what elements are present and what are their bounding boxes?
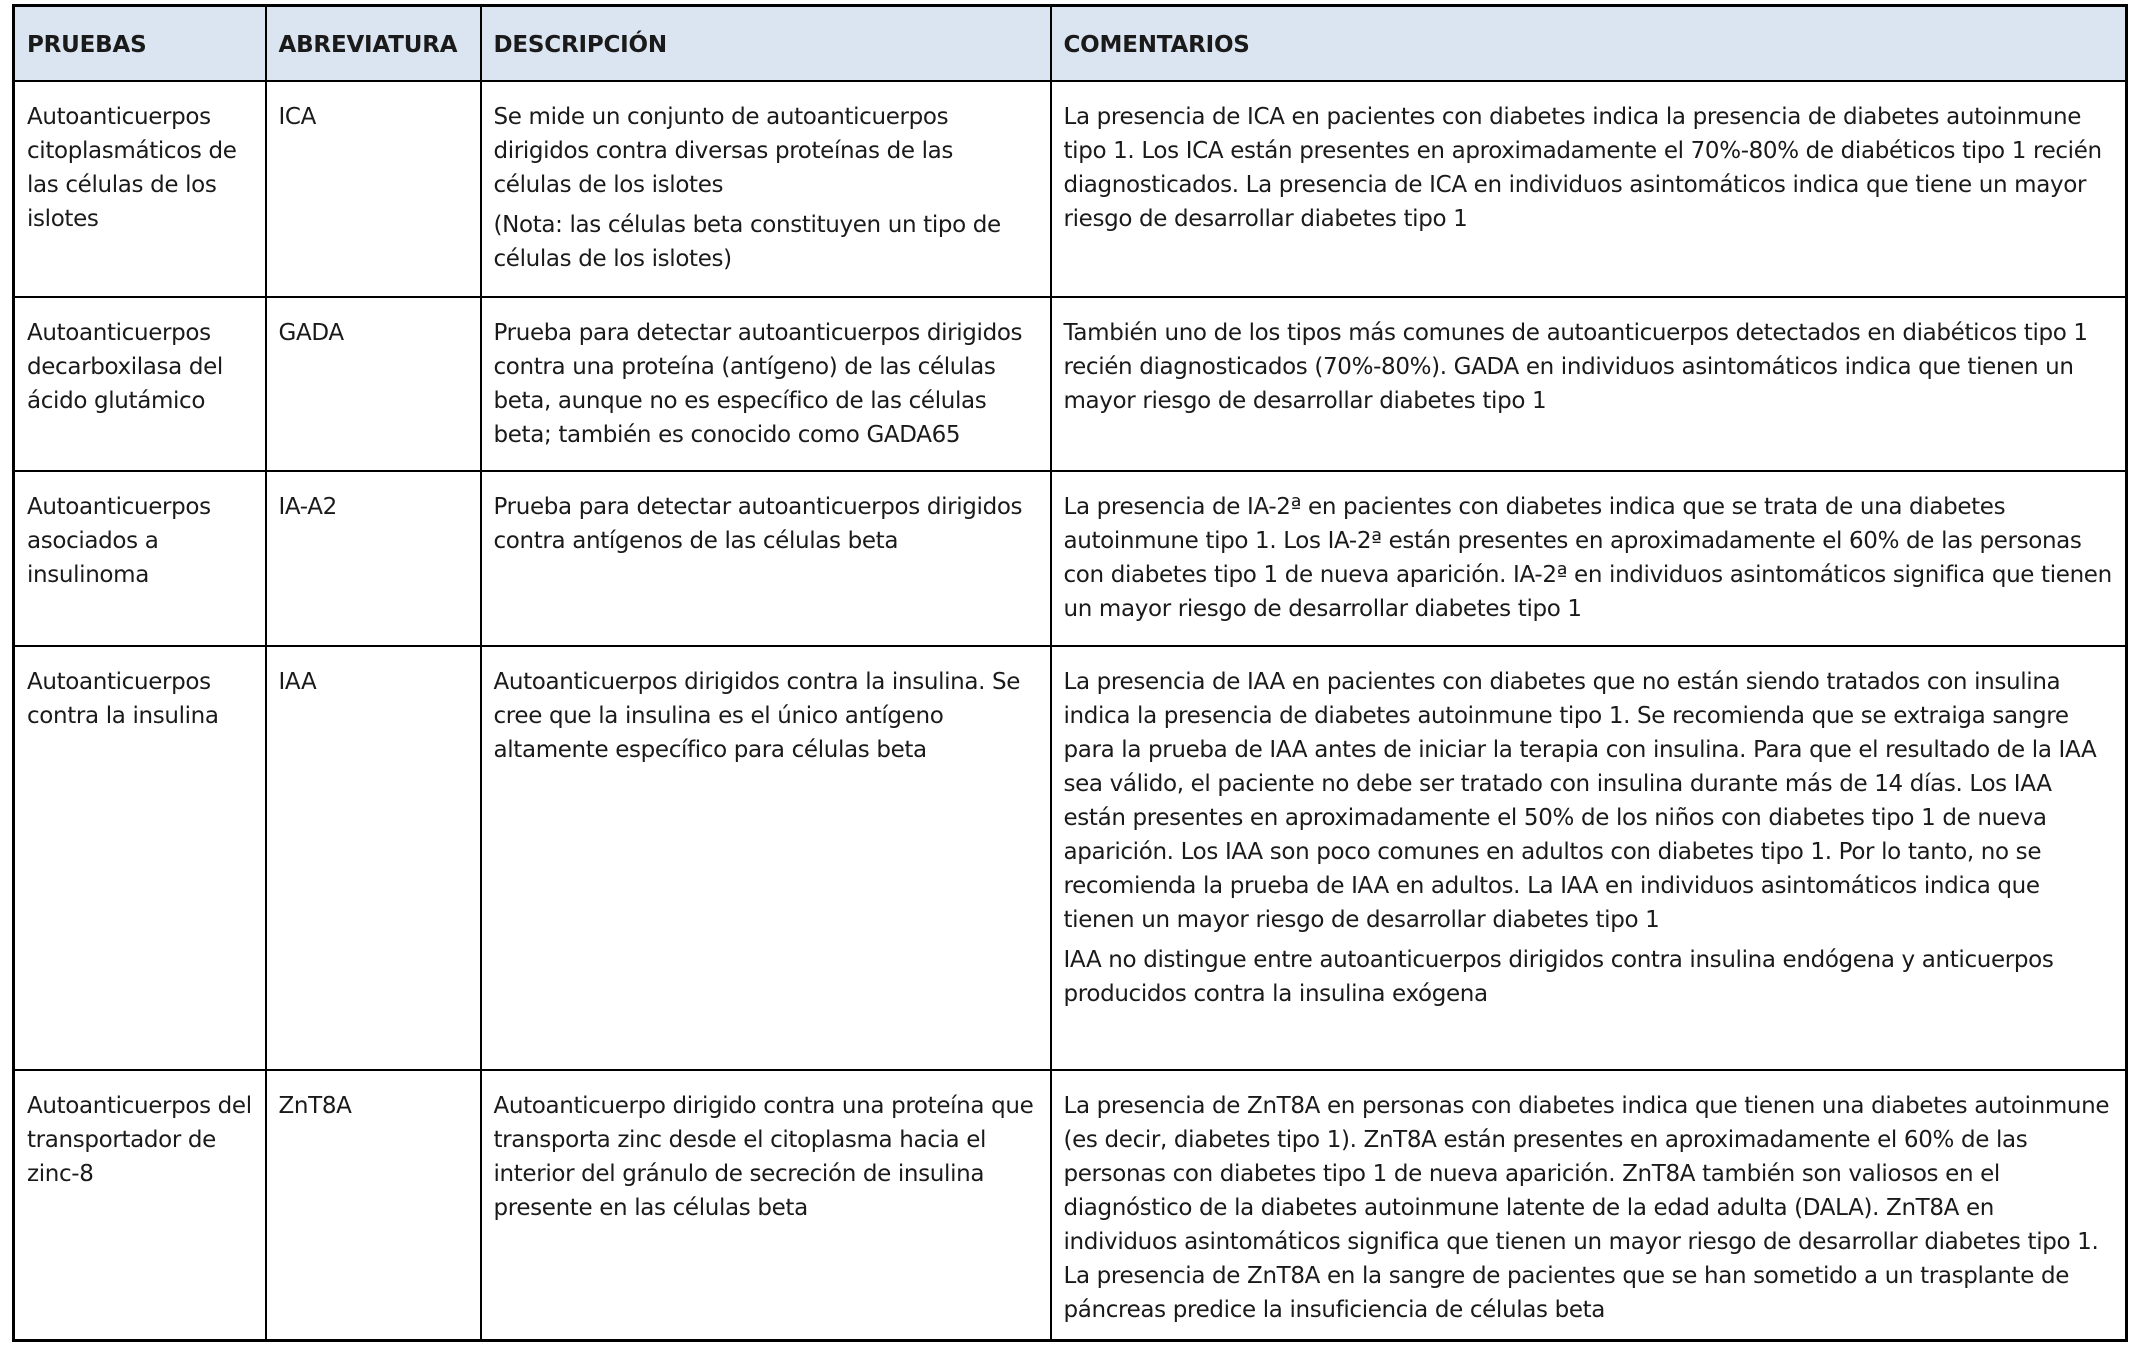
table-row xyxy=(14,81,2127,297)
description-cell xyxy=(481,297,1051,471)
comments-cell xyxy=(1051,81,2127,297)
description-paragraph: Prueba para detectar autoanticuerpos dirigidos contra una proteína (antígeno) de las células beta, aunque no es específico de las células beta; también es conocido como GADA65 xyxy=(493,319,1023,448)
description-paragraph: Autoanticuerpos dirigidos contra la insulina. Se cree que la insulina es el único antígeno altamente específico para células beta xyxy=(493,668,1021,763)
abbreviation-cell: IA-A2 xyxy=(266,471,481,646)
abbreviation-cell: ICA xyxy=(266,81,481,297)
comments-paragraph: La presencia de IA-2ª en pacientes con diabetes indica que se trata de una diabetes autoinmune tipo 1. Los IA-2ª están presentes en aproximadamente el 60% de las personas con diabetes tipo 1 de nueva aparición. IA-2ª en individuos asintomáticos significa que tienen un mayor riesgo de desarrollar diabetes tipo 1 xyxy=(1063,493,2112,622)
description-paragraph: Autoanticuerpo dirigido contra una proteína que transporta zinc desde el citoplasma hacia el interior del gránulo de secreción de insulina presente en las células beta xyxy=(493,1092,1034,1221)
table-row xyxy=(14,471,2127,646)
test-name-cell: Autoanticuerpos contra la insulina xyxy=(14,646,266,1070)
description-cell xyxy=(481,646,1051,1070)
header-description: DESCRIPCIÓN xyxy=(481,6,1051,81)
comments-cell xyxy=(1051,297,2127,471)
abbreviation-cell: GADA xyxy=(266,297,481,471)
table-header-row xyxy=(14,6,2127,81)
autoantibody-tests-table-container xyxy=(12,4,2125,1342)
header-tests: PRUEBAS xyxy=(14,6,266,81)
test-name-cell: Autoanticuerpos asociados a insulinoma xyxy=(14,471,266,646)
comments-cell xyxy=(1051,471,2127,646)
comments-paragraph: La presencia de ICA en pacientes con diabetes indica la presencia de diabetes autoinmune tipo 1. Los ICA están presentes en aproximadamente el 70%-80% de diabéticos tipo 1 recién diagnosticados. La presencia de ICA en individuos asintomáticos indica que tiene un mayor riesgo de desarrollar diabetes tipo 1 xyxy=(1063,103,2102,232)
test-name-cell: Autoanticuerpos decarboxilasa del ácido glutámico xyxy=(14,297,266,471)
description-cell xyxy=(481,81,1051,297)
description-cell xyxy=(481,471,1051,646)
table-row xyxy=(14,646,2127,1070)
abbreviation-cell: IAA xyxy=(266,646,481,1070)
comments-cell xyxy=(1051,1070,2127,1341)
header-comments: COMENTARIOS xyxy=(1051,6,2127,81)
comments-paragraph: También uno de los tipos más comunes de autoanticuerpos detectados en diabéticos tipo 1 recién diagnosticados (70%-80%). GADA en individuos asintomáticos indica que tienen un mayor riesgo de desarrollar diabetes tipo 1 xyxy=(1063,319,2088,414)
description-note: (Nota: las células beta constituyen un tipo de células de los islotes) xyxy=(493,211,1001,272)
description-paragraph: Prueba para detectar autoanticuerpos dirigidos contra antígenos de las células beta xyxy=(493,493,1023,554)
comments-paragraph: La presencia de ZnT8A en personas con diabetes indica que tienen una diabetes autoinmune (es decir, diabetes tipo 1). ZnT8A están presentes en aproximadamente el 60% de las personas con diabetes tipo 1 de nueva aparición. ZnT8A también son valiosos en el diagnóstico de la diabetes autoinmune latente de la edad adulta (DALA). ZnT8A en individuos asintomáticos significa que tienen un mayor riesgo de desarrollar diabetes tipo 1. La presencia de ZnT8A en la sangre de pacientes que se han sometido a un trasplante de páncreas predice la insuficiencia de células beta xyxy=(1063,1092,2110,1323)
header-abbreviation: ABREVIATURA xyxy=(266,6,481,81)
table-row xyxy=(14,297,2127,471)
abbreviation-cell: ZnT8A xyxy=(266,1070,481,1341)
comments-paragraph: La presencia de IAA en pacientes con diabetes que no están siendo tratados con insulina indica la presencia de diabetes autoinmune tipo 1. Se recomienda que se extraiga sangre para la prueba de IAA antes de iniciar la terapia con insulina. Para que el resultado de la IAA sea válido, el paciente no debe ser tratado con insulina durante más de 14 días. Los IAA están presentes en aproximadamente el 50% de los niños con diabetes tipo 1 de nueva aparición. Los IAA son poco comunes en adultos con diabetes tipo 1. Por lo tanto, no se recomienda la prueba de IAA en adultos. La IAA en individuos asintomáticos indica que tienen un mayor riesgo de desarrollar diabetes tipo 1 xyxy=(1063,668,2097,933)
autoantibody-tests-table xyxy=(12,4,2128,1342)
comments-paragraph-secondary: IAA no distingue entre autoanticuerpos dirigidos contra insulina endógena y anticuerpos producidos contra la insulina exógena xyxy=(1063,946,2054,1007)
test-name-cell: Autoanticuerpos citoplasmáticos de las células de los islotes xyxy=(14,81,266,297)
comments-cell xyxy=(1051,646,2127,1070)
table-row xyxy=(14,1070,2127,1341)
description-paragraph: Se mide un conjunto de autoanticuerpos dirigidos contra diversas proteínas de las células de los islotes xyxy=(493,103,954,198)
test-name-cell: Autoanticuerpos del transportador de zinc-8 xyxy=(14,1070,266,1341)
description-cell xyxy=(481,1070,1051,1341)
